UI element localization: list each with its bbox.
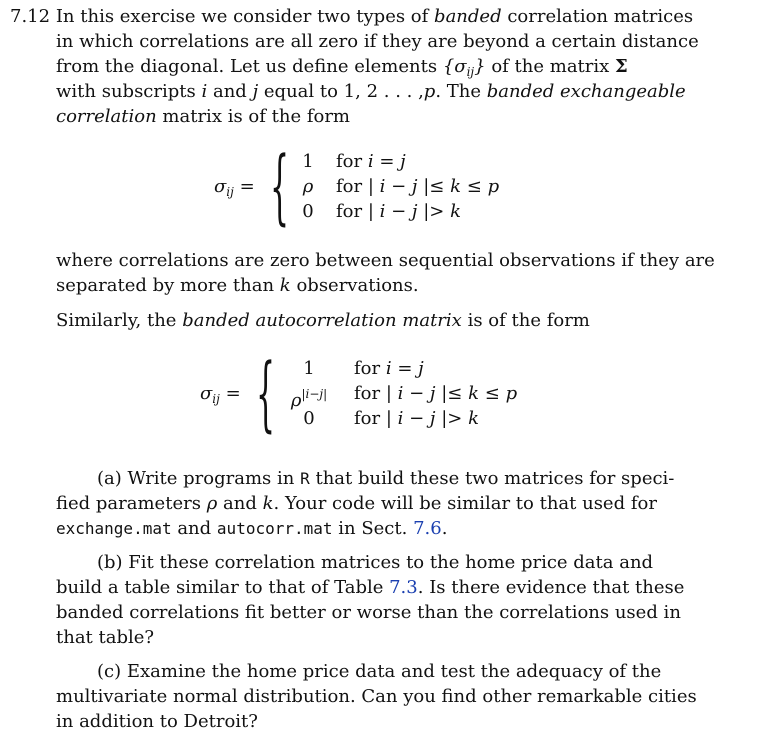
part-b-line-1: (b) Fit these correlation matrices to the home price data and (97, 552, 654, 573)
after-eq1-line-1: where correlations are zero between sequential observations if they are (56, 250, 715, 271)
table-link[interactable]: 7.3 (389, 577, 418, 598)
part-c-line-2: multivariate normal distribution. Can you find other remarkable cities (56, 686, 697, 707)
exercise-number: 7.12 (10, 6, 51, 27)
equation-banded-autocorrelation: $\sigma_{ij}$ = { 1 $\rho^{|i-j|}$ 0 for i = j for | i − j |≤ k ≤ p for | i − j |> k (200, 348, 518, 443)
part-b-line-3: banded correlations fit better or worse than the correlations used in (56, 602, 681, 623)
intro-line-3: from the diagonal. Let us define elements $\{\sigma_{ij}\}$ of the matrix Σ (56, 56, 628, 79)
part-a-line-2: fied parameters ρ and k. Your code will be similar to that used for (56, 493, 657, 514)
section-link[interactable]: 7.6 (413, 518, 442, 539)
part-c-line-1: (c) Examine the home price data and test the adequacy of the (97, 661, 662, 682)
intro-line-5: correlation matrix is of the form (56, 106, 350, 127)
part-a-line-3: exchange.mat and autocorr.mat in Sect. 7.6. (56, 518, 448, 539)
similarly-line: Similarly, the banded autocorrelation matrix is of the form (56, 310, 590, 331)
after-eq1-line-2: separated by more than k observations. (56, 275, 419, 296)
intro-line-4: with subscripts i and j equal to 1, 2 . . . ,p. The banded exchangeable (56, 81, 686, 102)
intro-line-2: in which correlations are all zero if they are beyond a certain distance (56, 31, 699, 52)
part-b-line-4: that table? (56, 627, 155, 648)
equation-banded-exchangeable: $\sigma_{ij}$ = { 1 ρ 0 for i = j for | i − j |≤ k ≤ p for | i − j |> k (214, 141, 500, 236)
part-a-line-1: (a) Write programs in R that build these two matrices for speci- (97, 468, 675, 489)
intro-line-1: 7.12 In this exercise we consider two types of banded correlation matrices (10, 6, 694, 27)
part-c-line-3: in addition to Detroit? (56, 711, 258, 732)
part-b-line-2: build a table similar to that of Table 7.3. Is there evidence that these (56, 577, 685, 598)
